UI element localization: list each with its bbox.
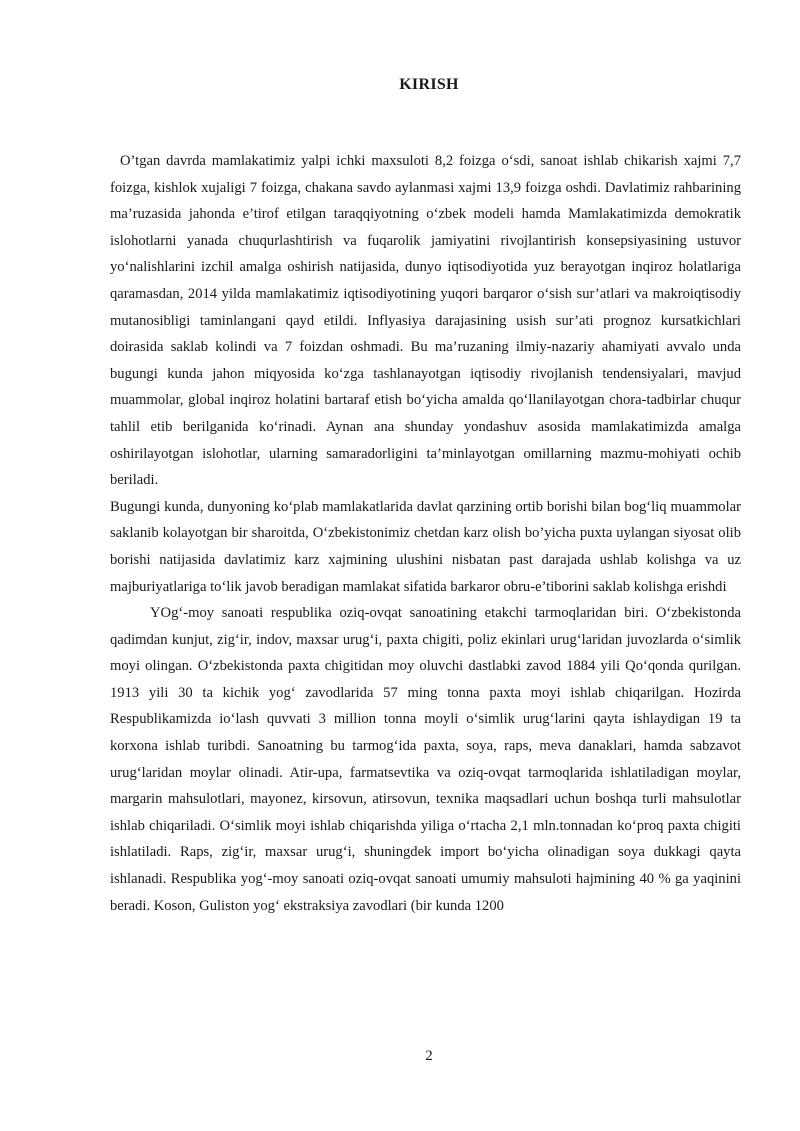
paragraph-1: O’tgan davrda mamlakatimiz yalpi ichki maxsuloti 8,2 foizga o‘sdi, sanoat ishlab chikarish xajmi 7,7 foizga, kishlok xujaligi 7 foizga, chakana savdo aylanmasi xajmi 13,9 foizga oshdi. Davlatimiz rahbarining ma’ruzasida jahonda e’tirof etilgan taraqqiyotning o‘zbek modeli hamda Mamlakatimizda demokratik islohotlarni yanada chuqurlashtirish va fuqarolik jamiyatini rivojlantirish konsepsiyasining ustuvor yo‘nalishlarini izchil amalga oshirish natijasida, dunyo iqtisodiyotida yuz berayotgan inqiroz holatlariga qaramasdan, 2014 yilda mamlakatimiz iqtisodiyotining yuqori barqaror o‘sish sur’atlari va makroiqtisodiy mutanosibligi taminlangani qayd etildi. Inflyasiya darajasining usish sur’ati prognoz kursatkichlari doirasida saklab kolindi va 7 foizdan oshmadi. Bu ma’ruzaning ilmiy-nazariy ahamiyati avvalo unda bugungi kunda jahon miqyosida ko‘zga tashlanayotgan iqtisodiy rivojlanish tendensiyalari, mavjud muammolar, global inqiroz holatini bartaraf etish bo‘yicha amalda qo‘llanilayotgan chora-tadbirlar chuqur tahlil etib berilganida ko‘rinadi. Aynan ana shunday yondashuv asosida mamlakatimizda amalga oshirilayotgan islohotlar, ularning samaradorligini ta’minlayotgan omillarning mazmu-mohiyati ochib beriladi. bbox=[110, 153, 741, 489]
paragraph-3: YOg‘-moy sanoati respublika oziq-ovqat sanoatining etakchi tarmoqlaridan biri. O‘zbekistonda qadimdan kunjut, zig‘ir, indov, maxsar urug‘i, paxta chigiti, poliz ekinlari urug‘laridan juvozlarda o‘simlik moyi olingan. O‘zbekistonda paxta chigitidan moy oluvchi dastlabki zavod 1884 yili Qo‘qonda qurilgan. 1913 yili 30 ta kichik yog‘ zavodlarida 57 ming tonna paxta moyi ishlab chiqarilgan. Hozirda Respublikamizda io‘lash quvvati 3 million tonna moyli o‘simlik urug‘larini qayta ishlaydigan 19 ta korxona ishlab turibdi. Sanoatning bu tarmog‘ida paxta, soya, raps, meva danaklari, hamda sabzavot urug‘laridan moylar olinadi. Atir-upa, farmatsevtika va oziq-ovqat tarmoqlarida ishlatiladigan moylar, margarin mahsulotlari, mayonez, kirsovun, atirsovun, texnika maqsadlari uchun boshqa turli mahsulotlar ishlab chiqariladi. O‘simlik moyi ishlab chiqarishda yiliga o‘rtacha 2,1 mln.tonnadan ko‘proq paxta chigiti ishlatiladi. Raps, zig‘ir, maxsar urug‘i, shuningdek import bo‘yicha olinadigan soya dukkagi qayta ishlanadi. Respublika yog‘-moy sanoati oziq-ovqat sanoati umumiy mahsuloti hajmining 40 % ga yaqinini beradi. Koson, Guliston yog‘ ekstraksiya zavodlari (bir kunda 1200 bbox=[110, 605, 741, 914]
paragraph-2: Bugungi kunda, dunyoning ko‘plab mamlakatlarida davlat qarzining ortib borishi bilan bog‘liq muammolar saklanib kolayotgan bir sharoitda, O‘zbekistonimiz chetdan karz olish bo’yicha puxta uylangan siyosat olib borishi natijasida davlatimiz karz xajmining ulushini nisbatan past darajada ushlab kolishga va uz majburiyatlariga to‘lik javob beradigan mamlakat sifatida barkaror obru-e’tiborini saklab kolishga erishdi bbox=[110, 498, 741, 595]
page-number: 2 bbox=[425, 1048, 433, 1064]
page-title: KIRISH bbox=[399, 76, 459, 93]
body-text bbox=[110, 148, 741, 919]
